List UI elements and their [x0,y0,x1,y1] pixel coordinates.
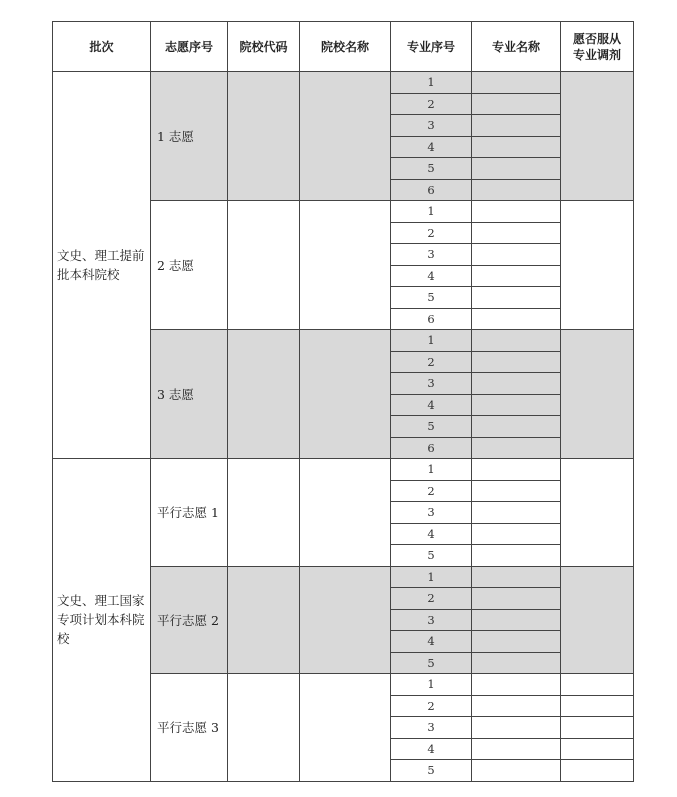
adjustment-field[interactable] [561,330,634,459]
header-wish-number: 志愿序号 [151,22,228,72]
school-name-field[interactable] [300,566,391,674]
wish-label-cell: 2 志愿 [151,201,228,330]
major-name-field[interactable] [472,136,561,158]
major-number-cell: 1 [391,201,472,223]
header-school-code: 院校代码 [228,22,300,72]
wish-label-cell: 平行志愿 3 [151,674,228,782]
major-number-cell: 5 [391,416,472,438]
major-number-cell: 1 [391,330,472,352]
major-name-field[interactable] [472,351,561,373]
adjustment-field[interactable] [561,72,634,201]
major-number-cell: 4 [391,136,472,158]
major-name-field[interactable] [472,93,561,115]
major-number-cell: 6 [391,437,472,459]
major-name-field[interactable] [472,502,561,524]
batch-name-cell: 文史、理工国家专项计划本科院校 [53,459,151,782]
header-adjustment [561,22,634,72]
major-number-cell: 3 [391,244,472,266]
adjustment-field[interactable] [561,717,634,739]
major-number-cell: 1 [391,459,472,481]
table-row [53,459,634,481]
major-name-field[interactable] [472,459,561,481]
adjustment-field[interactable] [561,459,634,567]
major-number-cell: 4 [391,265,472,287]
major-number-cell: 3 [391,373,472,395]
school-name-field[interactable] [300,674,391,782]
form-body [53,72,634,782]
major-number-cell: 5 [391,760,472,782]
major-number-cell: 2 [391,351,472,373]
major-number-cell: 1 [391,566,472,588]
adjustment-field[interactable] [561,695,634,717]
major-name-field[interactable] [472,394,561,416]
major-name-field[interactable] [472,545,561,567]
school-name-field[interactable] [300,201,391,330]
major-name-field[interactable] [472,287,561,309]
school-code-field[interactable] [228,330,300,459]
application-form-table [52,21,634,782]
major-number-cell: 5 [391,158,472,180]
adjustment-field[interactable] [561,760,634,782]
major-number-cell: 4 [391,523,472,545]
major-name-field[interactable] [472,717,561,739]
school-code-field[interactable] [228,459,300,567]
major-number-cell: 2 [391,588,472,610]
major-name-field[interactable] [472,652,561,674]
major-number-cell: 5 [391,287,472,309]
major-name-field[interactable] [472,265,561,287]
header-adjustment-line2: 专业调剂 [572,47,621,62]
major-name-field[interactable] [472,244,561,266]
header-major-name: 专业名称 [472,22,561,72]
major-number-cell: 3 [391,717,472,739]
major-name-field[interactable] [472,308,561,330]
major-name-field[interactable] [472,588,561,610]
header-adjustment-line1: 愿否服从 [572,31,621,46]
major-name-field[interactable] [472,523,561,545]
school-name-field[interactable] [300,72,391,201]
major-number-cell: 3 [391,502,472,524]
major-name-field[interactable] [472,373,561,395]
major-name-field[interactable] [472,609,561,631]
major-name-field[interactable] [472,437,561,459]
major-number-cell: 5 [391,652,472,674]
header-row [53,22,634,72]
major-name-field[interactable] [472,738,561,760]
major-number-cell: 3 [391,115,472,137]
major-number-cell: 1 [391,72,472,94]
major-number-cell: 6 [391,179,472,201]
major-number-cell: 2 [391,222,472,244]
adjustment-field[interactable] [561,674,634,696]
major-number-cell: 2 [391,480,472,502]
adjustment-field[interactable] [561,738,634,760]
major-name-field[interactable] [472,674,561,696]
major-name-field[interactable] [472,158,561,180]
major-number-cell: 4 [391,394,472,416]
major-name-field[interactable] [472,760,561,782]
school-name-field[interactable] [300,330,391,459]
school-code-field[interactable] [228,566,300,674]
major-number-cell: 4 [391,631,472,653]
school-code-field[interactable] [228,674,300,782]
school-code-field[interactable] [228,72,300,201]
major-name-field[interactable] [472,222,561,244]
major-number-cell: 6 [391,308,472,330]
wish-label-cell: 1 志愿 [151,72,228,201]
major-name-field[interactable] [472,330,561,352]
header-school-name: 院校名称 [300,22,391,72]
school-name-field[interactable] [300,459,391,567]
major-name-field[interactable] [472,201,561,223]
major-number-cell: 5 [391,545,472,567]
major-number-cell: 1 [391,674,472,696]
wish-label-cell: 平行志愿 1 [151,459,228,567]
major-name-field[interactable] [472,480,561,502]
major-number-cell: 4 [391,738,472,760]
major-name-field[interactable] [472,179,561,201]
header-batch: 批次 [53,22,151,72]
major-name-field[interactable] [472,115,561,137]
header-major-number: 专业序号 [391,22,472,72]
major-name-field[interactable] [472,631,561,653]
wish-label-cell: 3 志愿 [151,330,228,459]
major-number-cell: 3 [391,609,472,631]
major-name-field[interactable] [472,695,561,717]
table-row [53,72,634,94]
school-code-field[interactable] [228,201,300,330]
adjustment-field[interactable] [561,566,634,674]
major-number-cell: 2 [391,695,472,717]
major-name-field[interactable] [472,416,561,438]
major-name-field[interactable] [472,566,561,588]
wish-label-cell: 平行志愿 2 [151,566,228,674]
adjustment-field[interactable] [561,201,634,330]
major-number-cell: 2 [391,93,472,115]
major-name-field[interactable] [472,72,561,94]
batch-name-cell: 文史、理工提前批本科院校 [53,72,151,459]
